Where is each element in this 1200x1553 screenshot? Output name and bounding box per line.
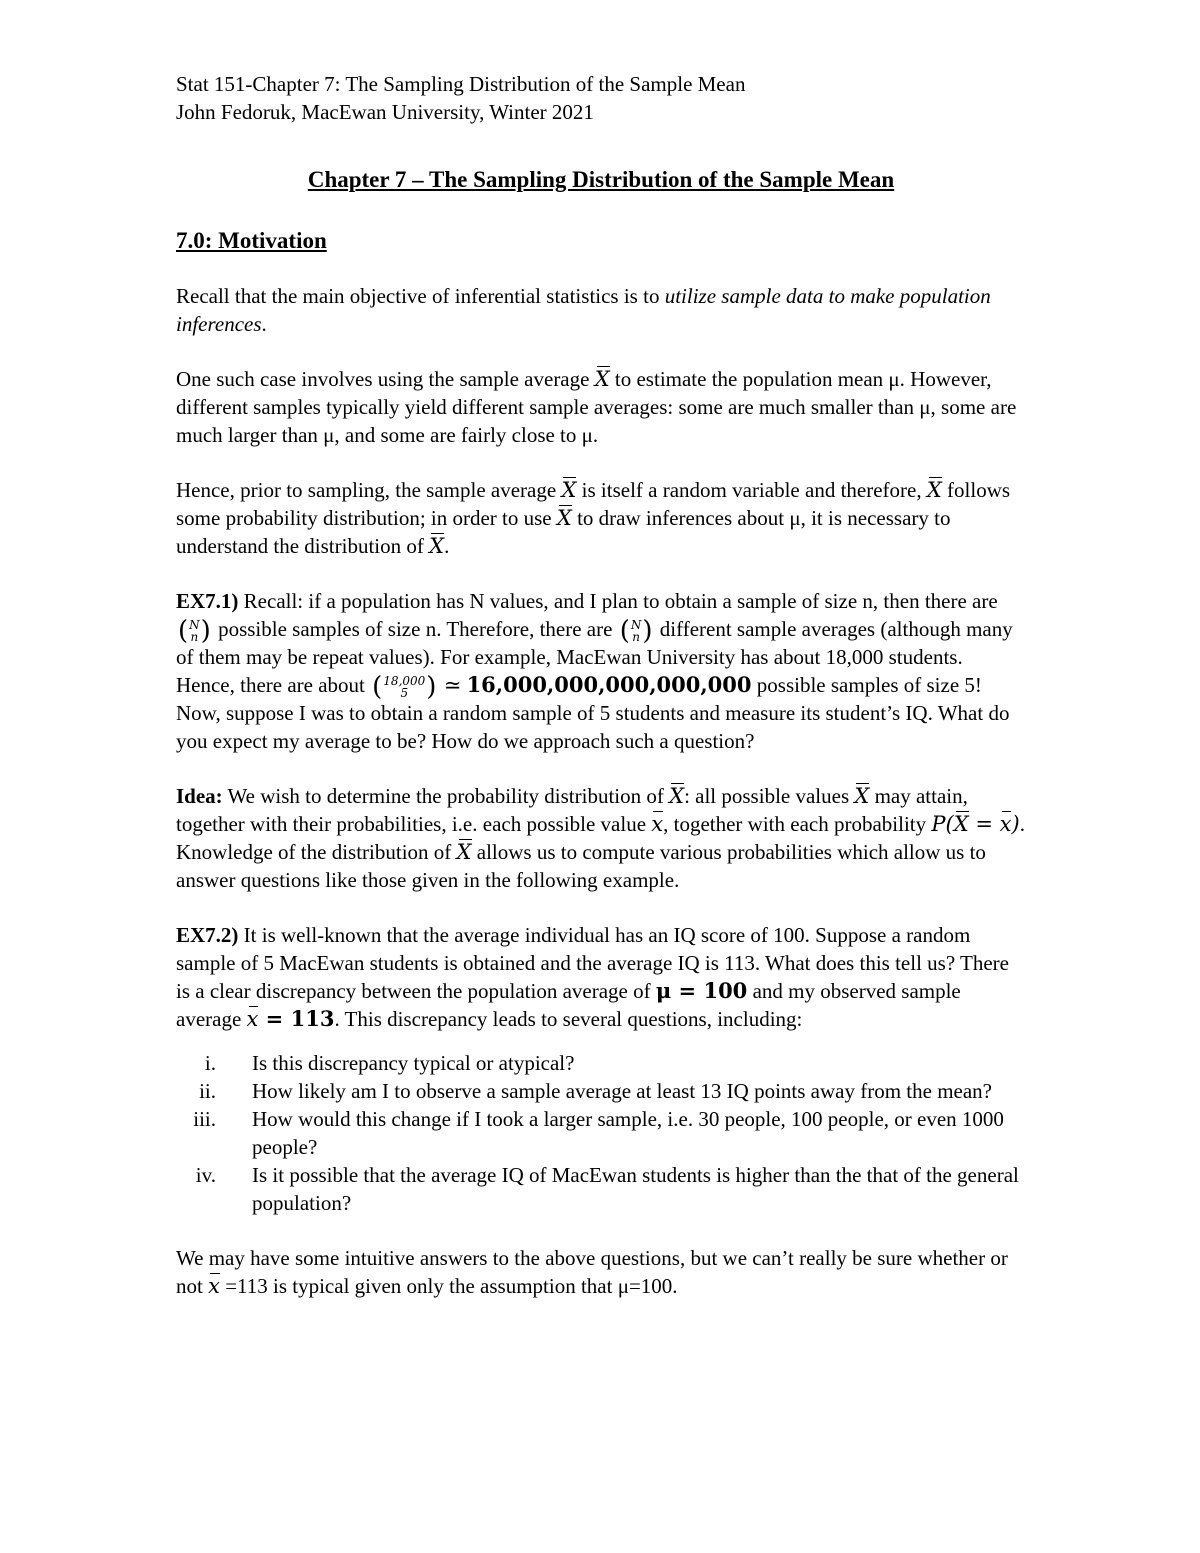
- list-number: ii.: [199, 1079, 216, 1104]
- xbar-symbol: X: [594, 367, 610, 391]
- running-header-line2: John Fedoruk, MacEwan University, Winter 2021: [176, 100, 594, 124]
- paren: ): [642, 616, 653, 647]
- text: may attain, together with their probabilities, i.e. each possible value: [176, 784, 968, 837]
- list-item: [176, 1161, 1026, 1217]
- approx-symbol: ≃: [443, 673, 462, 698]
- list-number: i.: [204, 1051, 216, 1076]
- binom-top: 18,000: [383, 674, 426, 689]
- running-header-line1: Stat 151-Chapter 7: The Sampling Distribution of the Sample Mean: [176, 72, 746, 96]
- paren: (: [372, 672, 383, 703]
- xbar-symbol: X: [429, 534, 445, 558]
- binom-stack: [382, 675, 426, 699]
- binomial-coefficient-18000: [372, 672, 437, 703]
- paren: ): [426, 672, 437, 703]
- binom-top: N: [630, 618, 642, 633]
- text: We may have some intuitive answers to the above questions, but we can’t really be sure whether or not: [176, 1246, 1008, 1299]
- binom-stack: [630, 619, 643, 643]
- paragraph-random-variable: [176, 476, 1026, 560]
- binomial-coefficient: [619, 616, 653, 647]
- mu-equation: μ = 100: [655, 978, 748, 1004]
- list-number: iii.: [193, 1107, 216, 1132]
- text: to estimate the population mean μ. However, different samples typically yield different sample averages: some are much smaller than μ, some are much larger than μ, and some are fairly close to μ.: [176, 367, 1017, 447]
- binomial-coefficient: [178, 616, 211, 647]
- text: It is well-known that the average individual has an IQ score of 100. Suppose a random sample of 5 MacEwan students is obtained and the average IQ is 113. What does this tell us? There is a clear discrepancy between the population average of: [176, 923, 1009, 1004]
- example-7-2: [176, 921, 1026, 1033]
- question-list: [176, 1049, 1026, 1217]
- big-number: 16,000,000,000,000,000: [466, 672, 752, 698]
- paren: (: [619, 616, 630, 647]
- text: allows us to compute various probabilities which allow us to answer questions like those given in the following example.: [176, 840, 986, 893]
- chapter-title: [176, 166, 1026, 194]
- paren: (: [178, 616, 189, 647]
- xbar-symbol: X: [953, 812, 969, 837]
- list-item: [176, 1049, 1026, 1077]
- example-7-1: [176, 587, 1026, 755]
- list-text: Is it possible that the average IQ of MacEwan students is higher than the that of the general population?: [252, 1163, 1019, 1216]
- closing-paragraph: [176, 1244, 1026, 1300]
- xbar-lower-symbol: x: [651, 812, 664, 837]
- xbar-lower-symbol: x: [208, 1274, 220, 1299]
- list-item: [176, 1077, 1026, 1105]
- binom-bottom: 5: [400, 686, 409, 701]
- xbar-symbol: X: [854, 784, 870, 809]
- text: , together with each probability: [663, 812, 932, 837]
- list-text: Is this discrepancy typical or atypical?: [252, 1051, 575, 1076]
- paragraph-recall: [176, 282, 1026, 338]
- text: .: [261, 312, 267, 336]
- xbar-lower-symbol: x: [999, 812, 1012, 837]
- binom-bottom: n: [190, 630, 199, 645]
- text: One such case involves using the sample average: [176, 367, 595, 391]
- paren: ): [200, 616, 211, 647]
- paren: (: [945, 812, 954, 837]
- text: . This discrepancy leads to several questions, including:: [334, 1007, 803, 1032]
- section-heading: [176, 227, 1026, 255]
- example-label: EX7.2): [176, 923, 239, 948]
- xbar-symbol: X: [926, 478, 942, 502]
- text: to draw inferences about μ, it is necessary to understand the distribution of: [176, 506, 951, 558]
- prob-p: P: [931, 812, 946, 837]
- text: is itself a random variable and therefore,: [576, 478, 927, 502]
- paragraph-sample-average: [176, 365, 1026, 449]
- paren: ): [1011, 812, 1020, 837]
- equals: =: [968, 812, 1000, 837]
- text: different sample averages (although many of them may be repeat values). For example, MacEwan University has about 18,000 students. Hence, there are about: [176, 617, 1013, 698]
- binom-top: N: [189, 618, 200, 633]
- xbar-lower-symbol: x: [246, 1007, 259, 1032]
- text: and my observed sample average: [176, 979, 961, 1032]
- list-number: iv.: [195, 1163, 216, 1188]
- emphasis-text: utilize sample data to make population inferences: [176, 284, 991, 336]
- text: We wish to determine the probability distribution of: [222, 784, 670, 809]
- text: possible samples of size n. Therefore, there are: [212, 617, 618, 641]
- list-text: How likely am I to observe a sample average at least 13 IQ points away from the mean?: [252, 1079, 992, 1104]
- text: Hence, prior to sampling, the sample average: [176, 478, 562, 502]
- xbar-symbol: X: [669, 784, 685, 809]
- binom-stack: [188, 619, 201, 643]
- text: Recall that the main objective of inferential statistics is to: [176, 284, 665, 308]
- page-content: [176, 70, 1026, 1300]
- text: possible samples of size 5! Now, suppose I was to obtain a random sample of 5 students and measure its student’s IQ. What do you expect my average to be? How do we approach such a question?: [176, 673, 1010, 754]
- xbar-symbol: X: [456, 840, 472, 865]
- xbar-equation: = 113: [258, 1006, 335, 1032]
- section-heading-text: 7.0: Motivation: [176, 228, 327, 253]
- text: Recall: if a population has N values, and I plan to obtain a sample of size n, then there are: [238, 589, 998, 613]
- idea-label: Idea:: [176, 784, 223, 809]
- text: : all possible values: [684, 784, 855, 809]
- paragraph-idea: [176, 782, 1026, 894]
- list-text: How would this change if I took a larger sample, i.e. 30 people, 100 people, or even 1000 people?: [252, 1107, 1004, 1160]
- text: follows some probability distribution; in order to use: [176, 478, 1011, 530]
- text: . Knowledge of the distribution of: [176, 812, 1025, 865]
- text: =113 is typical given only the assumption that μ=100.: [219, 1274, 678, 1299]
- chapter-title-text: Chapter 7 – The Sampling Distribution of the Sample Mean: [307, 167, 895, 192]
- text: .: [444, 534, 450, 558]
- binom-bottom: n: [632, 630, 640, 645]
- list-item: [176, 1105, 1026, 1161]
- xbar-symbol: X: [561, 478, 577, 502]
- xbar-symbol: X: [556, 506, 572, 530]
- example-label: EX7.1): [176, 589, 239, 613]
